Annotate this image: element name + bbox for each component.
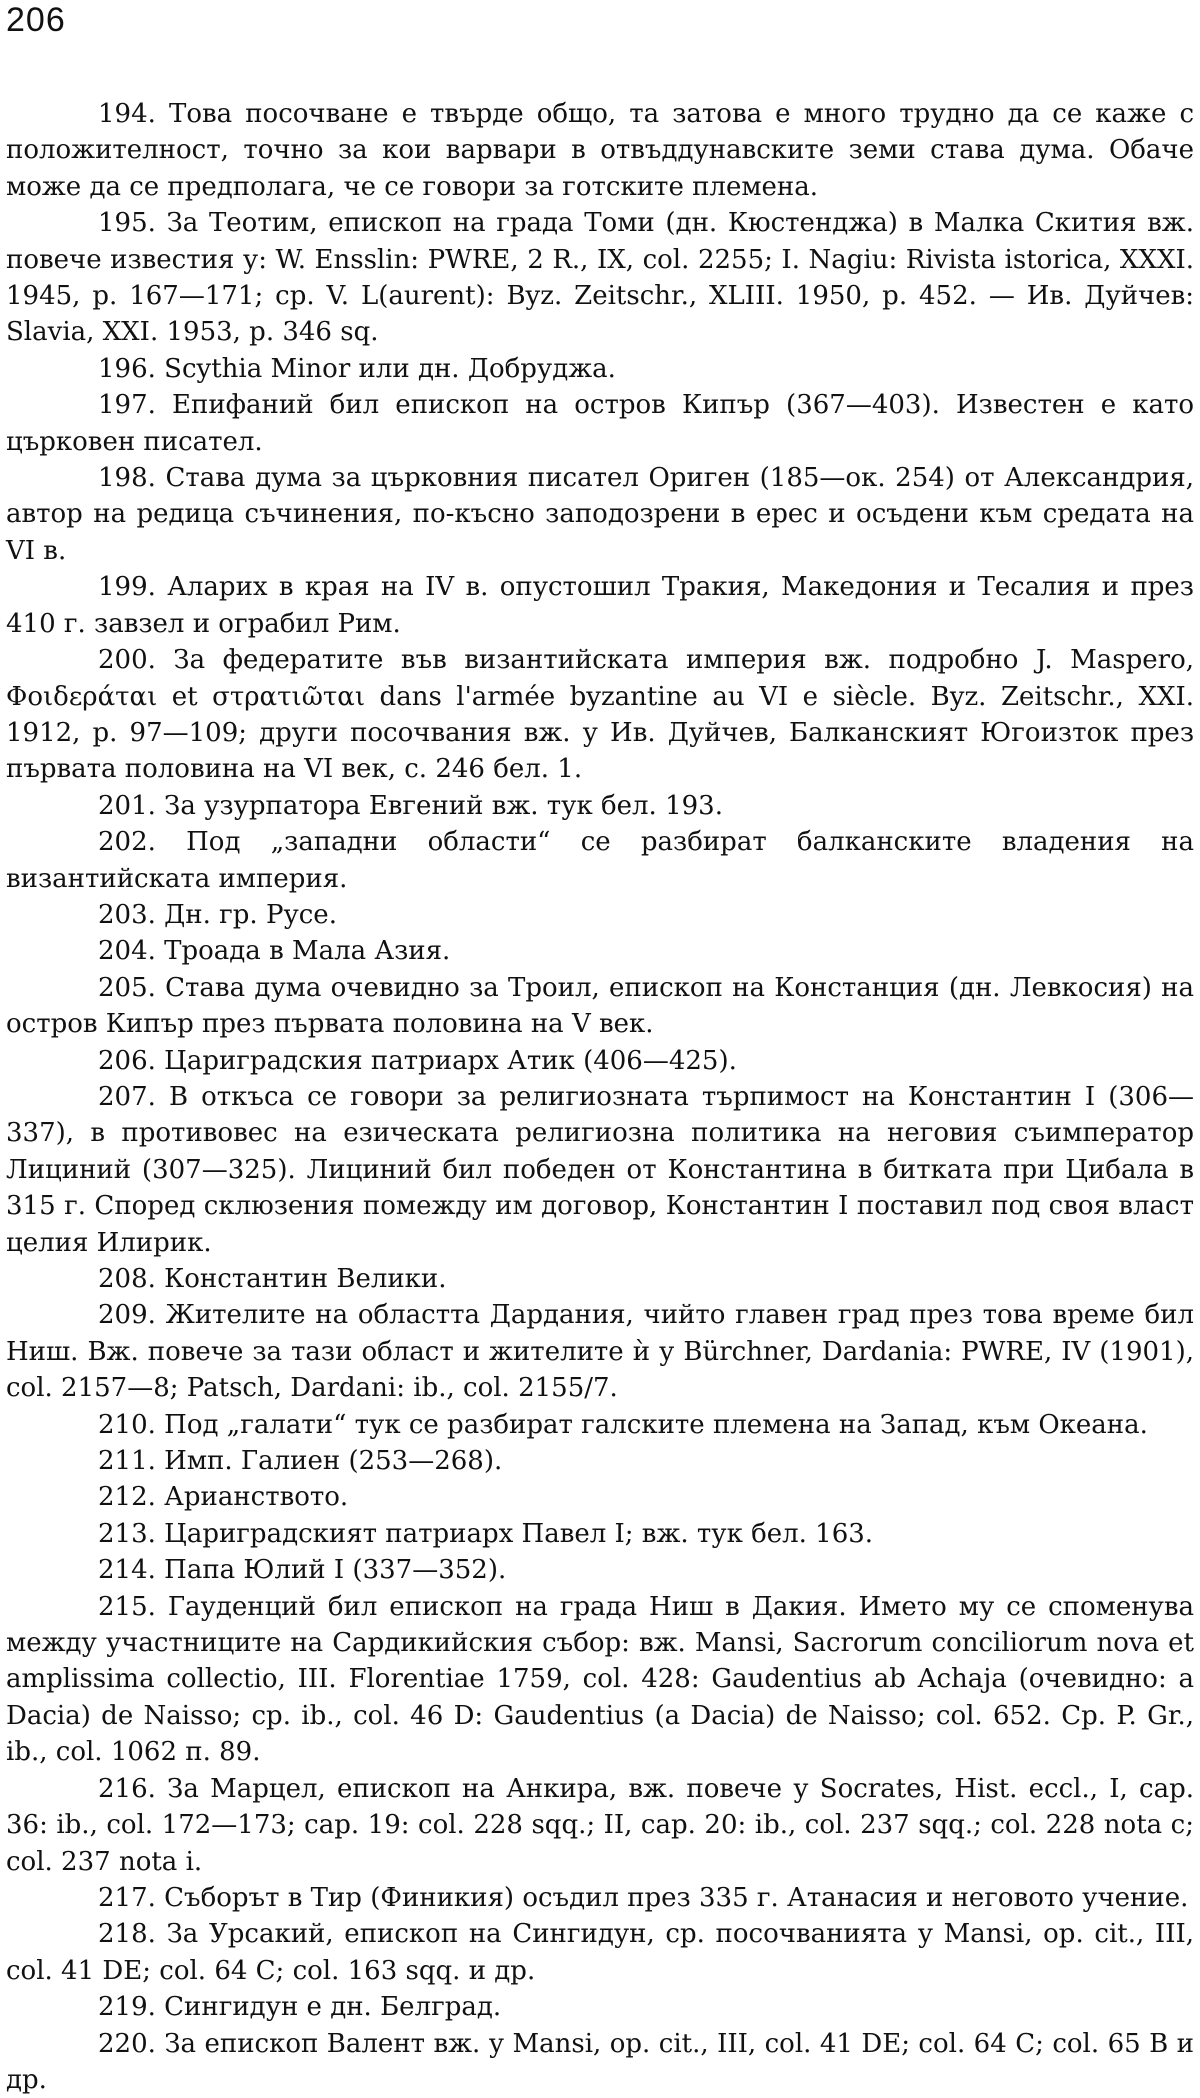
footnote xyxy=(6,824,1194,897)
footnote-number: 195. xyxy=(98,208,156,239)
page-number: 206 xyxy=(6,1,66,39)
footnote-number: 203. xyxy=(98,899,156,930)
footnote-number: 194. xyxy=(98,99,156,129)
footnote-number: 201. xyxy=(98,790,156,821)
footnote-number: 212. xyxy=(98,1482,156,1513)
footnote-text: Цариградският патриарх Павел I; вж. тук бел. 163. xyxy=(164,1518,874,1549)
footnote-text: Сингидун е дн. Белград. xyxy=(164,1992,502,2023)
footnote-number: 206. xyxy=(98,1045,156,1076)
footnote-number: 198. xyxy=(98,463,156,494)
footnote-text: Съборът в Тир (Финикия) осъдил през 335 г. Атанасия и неговото учение. xyxy=(164,1882,1189,1913)
footnote-text: Става дума за църковния писател Ориген (185—ок. 254) от Александрия, автор на редица съчинения, по-късно заподозрени в ерес и осъдени към средата на VI в. xyxy=(6,463,1195,566)
footnote xyxy=(6,970,1194,1043)
footnote-number: 213. xyxy=(98,1518,156,1549)
footnote-number: 211. xyxy=(98,1446,156,1477)
footnote-number: 202. xyxy=(98,827,156,858)
footnote xyxy=(6,460,1194,569)
footnote xyxy=(6,1297,1194,1406)
footnote xyxy=(6,1443,1194,1479)
footnote xyxy=(6,1552,1194,1588)
footnote xyxy=(6,1916,1194,1989)
footnote-text: Гауденций бил епископ на града Ниш в Дакия. Името му се споменува между участниците на Сардикийския събор: вж. Mansi, Sacrorum conciliorum nova et amplissima collectio, III. Florentiae 1759, col. 428: Gaudentius ab Achaja (очевидно: a Dacia) de Naisso; ср. ib., col. 46 D: Gaudentius (a Dacia) de Naisso; col. 652. Ср. P. Gr., ib., col. 1062 п. 89. xyxy=(6,1591,1194,1768)
footnote-number: 219. xyxy=(98,1992,156,2023)
footnote-number: 216. xyxy=(98,1773,156,1804)
footnote xyxy=(6,96,1194,205)
footnote-text: За федератите във византийската империя вж. подробно J. Maspero, Φοιδεράται et στρατιῶται dans l'armée byzantine au VI e siècle. Byz. Zeitschr., XXI. 1912, p. 97—109; други посочвания вж. у Ив. Дуйчев, Балканският Югоизток през първата половина на VI век, с. 246 бел. 1. xyxy=(6,645,1195,785)
footnote xyxy=(6,205,1194,351)
footnote-text: Това посочване е твърде общо, та затова е много трудно да се каже с положителност, точно за кои варвари в отвъддунавските земи става дума. Обаче може да се предполага, че се говори за готските племена. xyxy=(6,99,1195,202)
footnote-text: За узурпатора Евгений вж. тук бел. 193. xyxy=(164,790,723,821)
footnote-number: 196. xyxy=(98,353,156,384)
footnote-number: 220. xyxy=(98,2028,156,2059)
footnote xyxy=(6,1479,1194,1515)
footnote xyxy=(6,1589,1194,1771)
footnote-text: За Теотим, епископ на града Томи (дн. Кюстенджа) в Малка Скития вж. повече известия у: W. Ensslin: PWRE, 2 R., IX, col. 2255; I. Nagiu: Rivista istorica, XXXI. 1945, p. 167—171; ср. V. L(aurent): Byz. Zeitschr., XLIII. 1950, p. 452. — Ив. Дуйчев: Slavia, XXI. 1953, p. 346 sq. xyxy=(6,208,1194,348)
footnote xyxy=(6,1880,1194,1916)
footnote-number: 218. xyxy=(98,1919,156,1950)
footnote-text: Папа Юлий I (337—352). xyxy=(164,1555,507,1586)
footnote xyxy=(6,897,1194,933)
footnote-text: Имп. Галиен (253—268). xyxy=(164,1446,503,1477)
footnote-text: Става дума очевидно за Троил, епископ на Констанция (дн. Левкосия) на остров Кипър през първата половина на V век. xyxy=(6,972,1194,1040)
footnote xyxy=(6,1771,1194,1880)
footnote-text: Под „западни области“ се разбират балканските владения на византийската империя. xyxy=(6,827,1194,894)
footnote xyxy=(6,351,1194,387)
footnote-number: 204. xyxy=(98,936,156,967)
footnote-number: 214. xyxy=(98,1555,156,1586)
footnote xyxy=(6,1043,1194,1079)
footnote-text: За Марцел, епископ на Анкира, вж. повече у Socrates, Hist. eccl., I, cap. 36: ib., col. 172—173; cap. 19: col. 228 sqq.; II, cap. 20: ib., col. 237 sqq.; col. 228 nota c; col. 237 nota i. xyxy=(6,1773,1195,1877)
footnote xyxy=(6,933,1194,969)
footnote-number: 209. xyxy=(98,1300,156,1331)
footnotes-list xyxy=(6,96,1194,2098)
footnote xyxy=(6,642,1194,788)
footnote-number: 199. xyxy=(98,572,156,603)
footnote-text: Арианството. xyxy=(164,1482,349,1513)
footnote-text: Епифаний бил епископ на остров Кипър (367—403). Известен е като църковен писател. xyxy=(6,390,1195,457)
footnote xyxy=(6,1407,1194,1443)
footnote-text: Троада в Мала Азия. xyxy=(164,936,451,967)
footnote-text: В откъса се говори за религиозната търпимост на Константин I (306—337), в противовес на езическата религиозна политика на неговия съимператор Лициний (307—325). Лициний бил победен от Константина в битката при Цибала в 315 г. Според склюзения помежду им договор, Константин I поставил под своя власт целия Илирик. xyxy=(6,1081,1195,1258)
footnote xyxy=(6,1989,1194,2025)
footnote-text: Дн. гр. Русе. xyxy=(164,899,337,930)
footnote-text: За Урсакий, епископ на Сингидун, ср. посочванията у Mansi, op. cit., III, col. 41 DE; col. 64 C; col. 163 sqq. и др. xyxy=(6,1919,1195,1986)
footnote-text: За епископ Валент вж. у Mansi, op. cit., III, col. 41 DE; col. 64 C; col. 65 B и др. xyxy=(6,2028,1195,2095)
footnote xyxy=(6,2026,1194,2098)
footnote xyxy=(6,387,1194,460)
footnote-text: Scythia Minor или дн. Добруджа. xyxy=(164,353,616,384)
footnote xyxy=(6,788,1194,824)
footnote-number: 200. xyxy=(98,645,156,676)
footnote-number: 207. xyxy=(98,1081,156,1112)
footnote-number: 217. xyxy=(98,1882,156,1913)
footnote xyxy=(6,1261,1194,1297)
footnote-number: 210. xyxy=(98,1409,156,1440)
footnote-number: 197. xyxy=(98,390,156,421)
footnote xyxy=(6,569,1194,642)
footnote-number: 215. xyxy=(98,1591,156,1622)
footnote xyxy=(6,1516,1194,1552)
footnote-text: Жителите на областта Дардания, чийто главен град през това време бил Ниш. Вж. повече за тази област и жителите ѝ у Bürchner, Dardania: PWRE, IV (1901), col. 2157—8; Patsch, Dardani: ib., col. 2155/7. xyxy=(6,1300,1195,1404)
footnote-number: 205. xyxy=(98,972,156,1003)
footnote-number: 208. xyxy=(98,1264,156,1294)
footnote-text: Константин Велики. xyxy=(164,1264,447,1294)
footnote-text: Аларих в края на IV в. опустошил Тракия, Македония и Тесалия и през 410 г. завзел и ограбил Рим. xyxy=(6,572,1194,639)
footnote xyxy=(6,1079,1194,1261)
footnote-text: Цариградския патриарх Атик (406—425). xyxy=(164,1045,737,1076)
footnote-text: Под „галати“ тук се разбират галските племена на Запад, към Океана. xyxy=(164,1409,1148,1440)
